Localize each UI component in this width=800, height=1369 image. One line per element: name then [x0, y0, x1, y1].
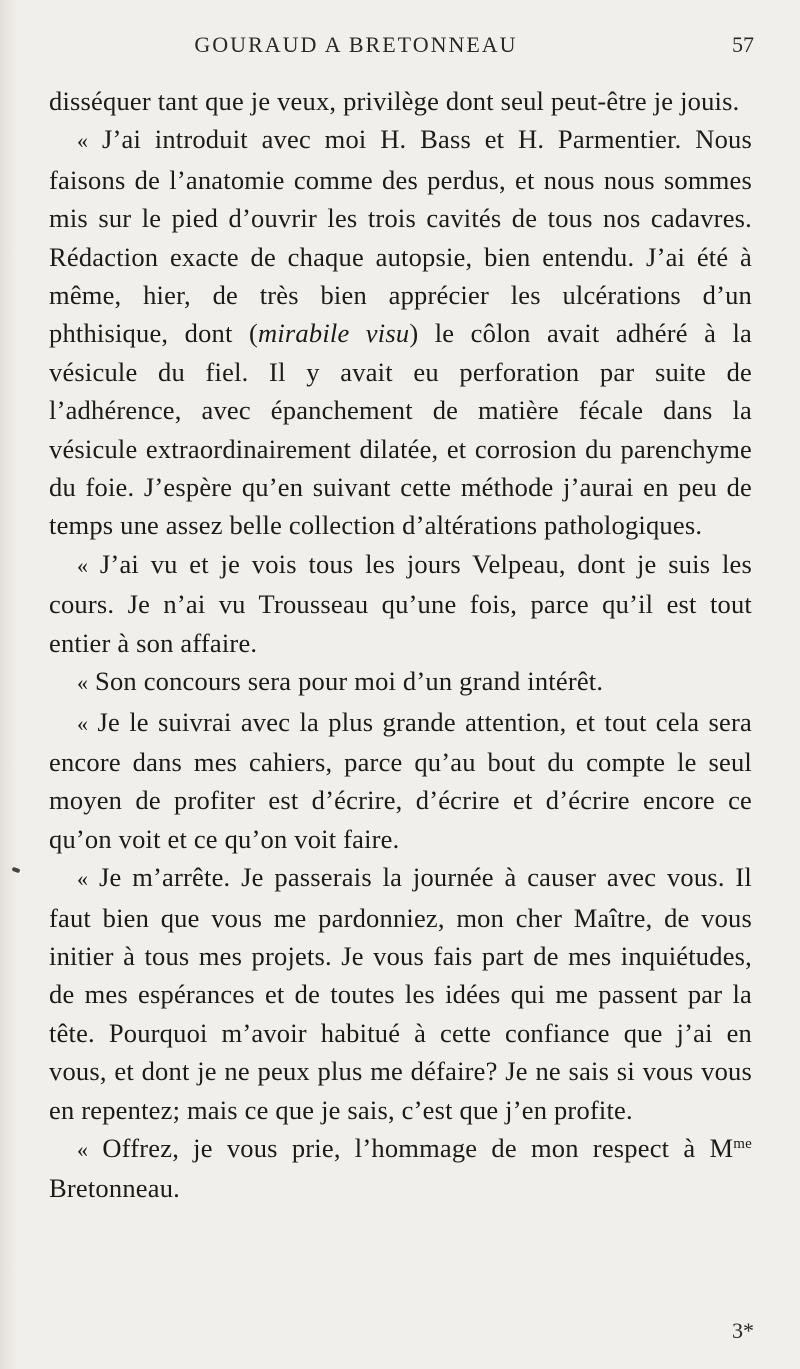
paragraph-5-text: Je le suivrai avec la plus grande attention, et tout cela sera encore dans mes cahiers, parce qu’au bout du compte le seul moyen de profiter est d’écrire, d’écrire et d’écrire encore ce qu’on voit et ce qu’on voit faire.	[49, 706, 752, 854]
paragraph-3	[49, 545, 752, 662]
paragraph-4	[49, 662, 752, 702]
page-number: 57	[732, 32, 754, 57]
paragraph-5	[49, 703, 752, 859]
body-text	[49, 82, 752, 1208]
paragraph-7	[49, 1129, 752, 1208]
paragraph-3-text: J’ai vu et je vois tous les jours Velpeau, dont je suis les cours. Je n’ai vu Trousseau qu’une fois, parce qu’il est tout entier à son affaire.	[49, 548, 752, 658]
honorific-superscript: me	[733, 1135, 752, 1152]
running-title: GOURAUD A BRETONNEAU	[194, 32, 518, 57]
paragraph-4-text: Son concours sera pour moi d’un grand intérêt.	[95, 666, 604, 697]
paragraph-1-text: disséquer tant que je veux, privilège dont seul peut-être je jouis.	[49, 86, 740, 116]
opening-quote: «	[77, 552, 89, 578]
paragraph-2-text-b: ) le côlon avait adhéré à la vésicule du fiel. Il y avait eu perforation par suite de l’adhérence, avec épanchement de matière fécale dans la vésicule extraordinairement dilatée, et corrosion du parenchyme du foie. J’espère qu’en suivant cette méthode j’aurai en peu de temps une assez belle collection d’altérations pathologiques.	[49, 318, 753, 541]
paragraph-7-text: Offrez, je vous prie, l’hommage de mon respect à	[102, 1132, 696, 1163]
opening-quote: «	[77, 866, 89, 892]
paragraph-2-text-a: J’ai introduit avec moi H. Bass et H. Parmentier. Nous faisons de l’anatomie comme des perdus, et nous nous sommes mis sur le pied d’ouvrir les trois cavités de tous nos cadavres. Rédaction exacte de chaque autopsie, bien entendu. J’ai été à même, hier, de très bien apprécier les ulcérations d’un phthisique, dont (	[49, 124, 753, 349]
paragraph-1	[49, 82, 752, 120]
paragraph-6	[49, 858, 752, 1129]
latin-phrase: mirabile visu	[258, 318, 410, 349]
addressee-name: Bretonneau.	[49, 1173, 180, 1204]
paragraph-2	[49, 120, 752, 544]
opening-quote: «	[77, 128, 89, 154]
honorific	[710, 1133, 753, 1163]
opening-quote: «	[77, 1136, 89, 1162]
ink-speck	[12, 867, 21, 873]
signature-mark: 3*	[732, 1318, 754, 1343]
opening-quote: «	[77, 670, 89, 696]
paragraph-6-text: Je m’arrête. Je passerais la journée à causer avec vous. Il faut bien que vous me pardonniez, mon cher Maître, de vous initier à tous mes projets. Je vous fais part de mes inquiétudes, de mes espérances et de toutes les idées qui me passent par la tête. Pourquoi m’avoir habitué à cette confiance que j’ai en vous, et dont je ne peux plus me défaire? Je ne sais si vous vous en repentez; mais ce que je sais, c’est que j’en profite.	[49, 862, 752, 1125]
running-head	[48, 32, 754, 66]
opening-quote: «	[77, 710, 89, 736]
honorific-base: M	[709, 1132, 734, 1163]
